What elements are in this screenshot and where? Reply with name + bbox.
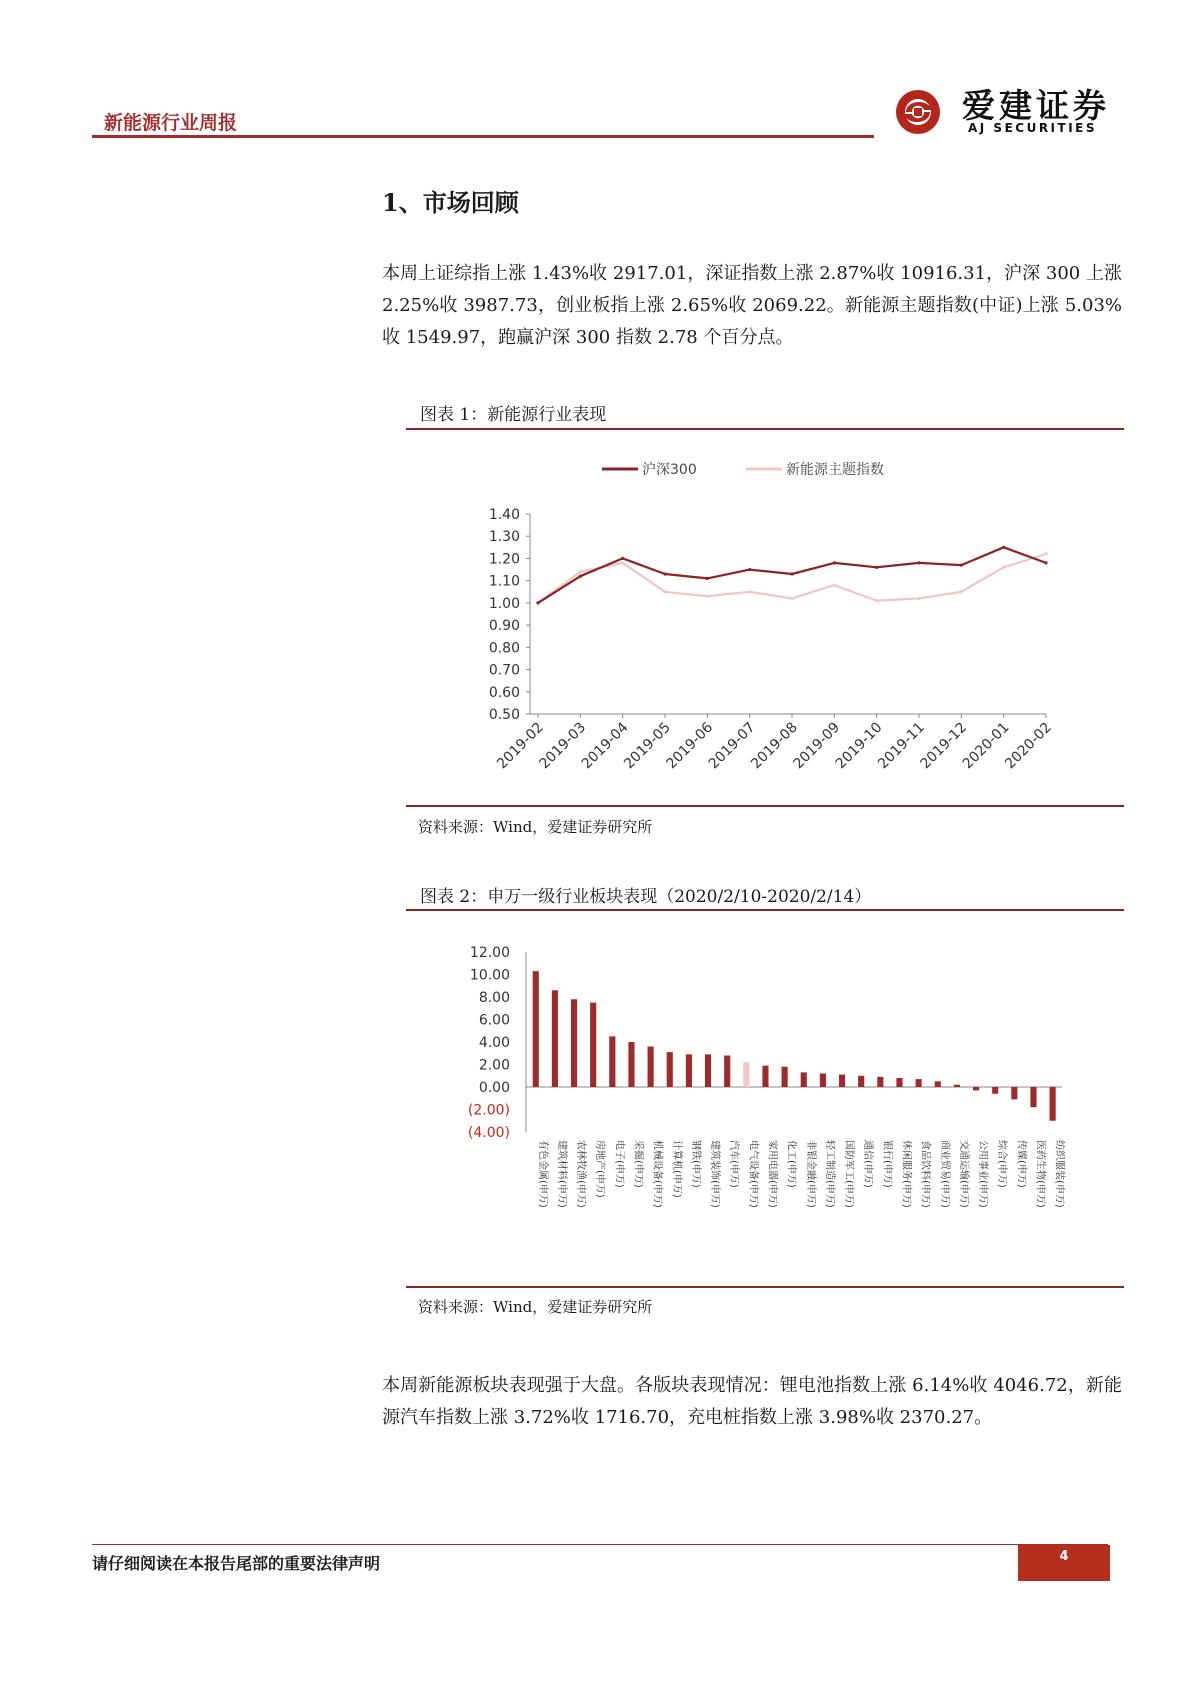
bar <box>992 1087 998 1094</box>
series-point-1 <box>875 599 878 602</box>
y-tick-label: 6.00 <box>478 1012 510 1029</box>
x-tick-label: 2019-03 <box>536 719 590 773</box>
x-tick-label: 2019-12 <box>917 719 971 773</box>
series-point-1 <box>1044 552 1047 555</box>
y-tick-label: 8.00 <box>478 990 510 1006</box>
aj-logo-icon <box>888 86 952 138</box>
series-point-0 <box>536 601 539 604</box>
x-tick-label: 2019-07 <box>705 719 759 773</box>
series-point-0 <box>790 572 793 575</box>
sector-performance-paragraph: 本周新能源板块表现强于大盘。各版块表现情况：锂电池指数上涨 6.14%收 4046.72，新能源汽车指数上涨 3.72%收 1716.70，充电桩指数上涨 3.98%收 2370.27。 <box>382 1375 1122 1428</box>
category-label: 食品饮料(申万) <box>919 1140 931 1208</box>
series-point-0 <box>875 566 878 569</box>
category-label: 计算机(申万) <box>670 1140 682 1198</box>
report-title: 新能源行业周报 <box>104 112 238 134</box>
series-point-1 <box>1002 566 1005 569</box>
series-point-1 <box>663 590 666 593</box>
bar <box>782 1067 788 1087</box>
footer-rule <box>92 1544 1108 1545</box>
bar <box>954 1085 960 1087</box>
y-tick-label: 1.40 <box>488 507 520 523</box>
series-point-0 <box>1044 561 1047 564</box>
series-point-1 <box>960 590 963 593</box>
page-number: 4 <box>1018 1545 1110 1581</box>
x-tick-label: 2019-04 <box>578 719 632 773</box>
series-point-0 <box>917 561 920 564</box>
category-label: 电子(申万) <box>613 1140 625 1188</box>
category-label: 房地产(申万) <box>594 1140 606 1198</box>
bar <box>686 1054 692 1087</box>
x-tick-label: 2019-02 <box>494 719 547 773</box>
figure1-caption: 图表 1：新能源行业表现 <box>420 405 607 425</box>
y-tick-label: 1.10 <box>488 573 520 590</box>
bar <box>877 1077 883 1087</box>
series-point-0 <box>663 572 666 575</box>
category-label: 纺织服装(申万) <box>1053 1140 1065 1208</box>
line-chart <box>406 440 1124 800</box>
bar <box>705 1054 711 1087</box>
x-tick-label: 2020-02 <box>1002 719 1055 773</box>
bar <box>648 1047 654 1088</box>
bar <box>973 1087 979 1090</box>
bar <box>552 990 558 1087</box>
y-tick-label: 4.00 <box>478 1035 510 1051</box>
y-tick-label: 0.60 <box>488 684 520 701</box>
series-point-0 <box>748 568 751 571</box>
category-label: 建筑装饰(申万) <box>709 1140 721 1208</box>
category-label: 家用电器(申万) <box>766 1140 778 1208</box>
x-tick-label: 2019-09 <box>790 719 844 773</box>
category-label: 钢铁(申万) <box>689 1140 701 1188</box>
figure2-bottom-rule <box>406 1286 1124 1288</box>
x-tick-label: 2019-05 <box>621 719 674 773</box>
series-point-1 <box>579 570 582 573</box>
x-tick-label: 2019-08 <box>748 719 801 773</box>
series-point-1 <box>917 597 920 600</box>
y-tick-label: 10.00 <box>469 967 510 984</box>
category-label: 电气设备(申万) <box>747 1140 759 1208</box>
series-point-1 <box>833 584 836 587</box>
bar <box>916 1079 922 1087</box>
x-tick-label: 2019-10 <box>832 719 886 773</box>
category-label: 公用事业(申万) <box>977 1140 989 1208</box>
figure1-top-rule <box>406 428 1124 430</box>
bar <box>667 1052 673 1087</box>
bar <box>590 1003 596 1087</box>
y-tick-label: 0.80 <box>488 640 520 657</box>
figure1-bottom-rule <box>406 805 1124 807</box>
y-tick-label: (2.00) <box>467 1102 510 1119</box>
series-point-0 <box>1002 546 1005 549</box>
market-review-paragraph: 本周上证综指上涨 1.43%收 2917.01，深证指数上涨 2.87%收 10916.31，沪深 300 上涨 2.25%收 3987.73，创业板指上涨 2.65%收 2069.22。新能源主题指数(中证)上涨 5.03%收 1549.97，跑赢沪深 300 指数 2.78 个百分点。 <box>382 263 1122 348</box>
bar <box>533 971 539 1087</box>
x-tick-label: 2020-01 <box>959 719 1013 773</box>
category-label: 非银金融(申万) <box>804 1140 816 1208</box>
y-tick-label: 0.70 <box>488 662 520 679</box>
section-title: 1、市场回顾 <box>382 188 519 217</box>
figure2-source: 资料来源：Wind，爱建证券研究所 <box>418 1298 653 1316</box>
series-point-0 <box>621 557 624 560</box>
logo-chinese-text: 爱建证券 <box>962 86 1110 125</box>
bar <box>1050 1087 1056 1121</box>
bar <box>743 1062 749 1087</box>
bar <box>820 1074 826 1088</box>
figure2-caption: 图表 2：申万一级行业板块表现（2020/2/10-2020/2/14） <box>420 887 872 907</box>
bar <box>896 1078 902 1087</box>
series-point-1 <box>706 595 709 598</box>
bar <box>1011 1087 1017 1099</box>
category-label: 交通运输(申万) <box>957 1140 969 1208</box>
y-tick-label: (4.00) <box>467 1125 510 1141</box>
figure1-source: 资料来源：Wind，爱建证券研究所 <box>418 818 653 836</box>
x-tick-label: 2019-11 <box>875 719 928 773</box>
header-rule <box>92 135 874 138</box>
bar <box>571 999 577 1087</box>
category-label: 机械设备(申万) <box>651 1140 663 1208</box>
bar <box>935 1081 941 1087</box>
series-point-0 <box>579 575 582 578</box>
x-tick-label: 2019-06 <box>663 719 717 773</box>
bar <box>628 1042 634 1087</box>
y-tick-label: 2.00 <box>478 1057 510 1074</box>
series-point-0 <box>833 561 836 564</box>
category-label: 医药生物(申万) <box>1034 1140 1046 1208</box>
category-label: 综合(申万) <box>996 1140 1008 1188</box>
series-point-1 <box>790 597 793 600</box>
bar <box>762 1066 768 1087</box>
y-tick-label: 0.00 <box>478 1080 510 1096</box>
series-point-0 <box>706 577 709 580</box>
bar <box>801 1072 807 1087</box>
category-label: 建筑材料(申万) <box>555 1140 567 1208</box>
legend-label-1: 新能源主题指数 <box>786 462 884 478</box>
category-label: 农林牧渔(申万) <box>575 1140 587 1208</box>
category-label: 轻工制造(申万) <box>823 1140 835 1208</box>
bar <box>609 1036 615 1087</box>
y-tick-label: 1.20 <box>488 551 520 568</box>
category-label: 有色金属(申万) <box>536 1140 548 1208</box>
figure2-top-rule <box>406 909 1124 911</box>
bar <box>839 1075 845 1087</box>
bar-chart <box>406 930 1124 1260</box>
y-tick-label: 1.30 <box>488 529 520 546</box>
series-point-1 <box>748 590 751 593</box>
y-tick-label: 12.00 <box>469 945 510 961</box>
category-label: 通信(申万) <box>862 1140 874 1188</box>
y-tick-label: 1.00 <box>488 595 520 612</box>
legal-disclaimer-link[interactable]: 请仔细阅读在本报告尾部的重要法律声明 <box>92 1554 381 1573</box>
bar <box>858 1076 864 1087</box>
category-label: 商业贸易(申万) <box>938 1140 950 1208</box>
category-label: 银行(申万) <box>881 1140 893 1188</box>
category-label: 国防军工(申万) <box>843 1140 855 1208</box>
logo-english-text: AJ SECURITIES <box>968 121 1098 135</box>
bar <box>724 1056 730 1088</box>
legend-label-0: 沪深300 <box>642 462 697 478</box>
category-label: 休闲服务(申万) <box>900 1140 912 1208</box>
series-point-1 <box>621 561 624 564</box>
category-label: 汽车(申万) <box>728 1140 740 1188</box>
category-label: 采掘(申万) <box>632 1140 644 1188</box>
series-point-0 <box>960 564 963 567</box>
category-label: 化工(申万) <box>785 1140 797 1188</box>
y-tick-label: 0.90 <box>488 618 520 635</box>
y-tick-label: 0.50 <box>488 707 520 723</box>
category-label: 传媒(申万) <box>1015 1140 1027 1188</box>
bar <box>1030 1087 1036 1107</box>
